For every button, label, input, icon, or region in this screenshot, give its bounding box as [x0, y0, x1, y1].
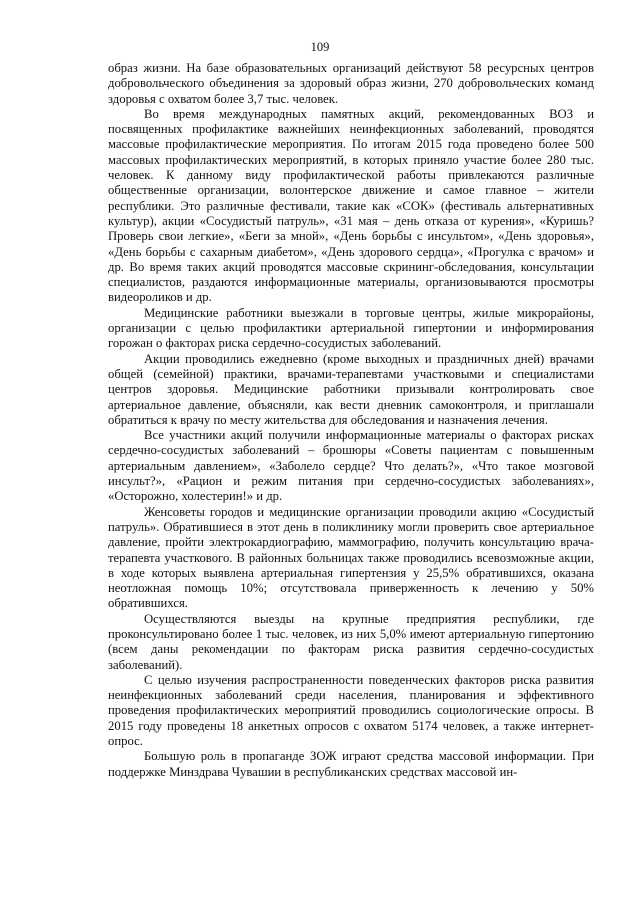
paragraph-surveys: С целью изучения распространенности поведенческих факторов риска развития неинфекционных заболеваний среди населения, планирования и эффективного проведения профилактических мероприятий проводились социологические опросы. В 2015 году проведены 18 анкетных опросов с охватом 5174 человек, а также интернет-опрос.: [108, 672, 594, 749]
paragraph-mass-media: Большую роль в пропаганде ЗОЖ играют средства массовой информации. При поддержке Минздрава Чувашии в республиканских средствах массовой ин-: [108, 749, 594, 779]
paragraph-enterprise-visits: Осуществляются выезды на крупные предприятия республики, где проконсультировано более 1 тыс. человек, из них 5,0% имеют артериальную гипертонию (всем даны рекомендации по факторам риска развития сердечно-сосудистых заболеваний).: [108, 611, 594, 672]
body-text: [108, 61, 594, 780]
page-number: 109: [310, 40, 330, 54]
paragraph-information-materials: Все участники акций получили информационные материалы о факторах рисках сердечно-сосудистых заболеваний – брошюры «Советы пациентам с повышенным артериальным давлением», «Заболело сердце? Что делать?», «Что такое мозговой инсульт?», «Рацион и режим питания при сердечно-сосудистых заболеваниях», «Осторожно, холестерин!» и др.: [108, 428, 594, 504]
paragraph-medical-outreach: Медицинские работники выезжали в торговые центры, жилые микрорайоны, организации с целью профилактики артериальной гипертонии и информирования горожан о факторах риска сердечно-сосудистых заболеваний.: [108, 305, 594, 351]
paragraph-who-campaigns: Во время международных памятных акций, рекомендованных ВОЗ и посвященных профилактике важнейших неинфекционных заболеваний, проводятся массовые профилактические мероприятия. По итогам 2015 года проведено более 500 массовых профилактических мероприятий, в которых приняло участие более 280 тыс. человек. К данному виду профилактической работы привлекаются различные общественные организации, волонтерское движение и самое главное – жители республики. Это различные фестивали, такие как «СОК» (фестиваль альтернативных культур), акции «Сосудистый патруль», «31 мая – день отказа от курения», «Куришь? Проверь свои легкие», «Беги за мной», «День борьбы с инсультом», «День здоровья», «День борьбы с сахарным диабетом», «День здорового сердца», «Прогулка с врачом» и др. Во время таких акций проводятся массовые скрининг-обследования, консультации специалистов, раздаются информационные материалы, организовываются просмотры видеороликов и др.: [108, 106, 594, 305]
paragraph-continuation: образ жизни. На базе образовательных организаций действуют 58 ресурсных центров добровольческого объединения за здоровый образ жизни, 270 добровольческих команд здоровья с охватом более 3,7 тыс. человек.: [108, 61, 594, 106]
paragraph-vascular-patrol: Женсоветы городов и медицинские организации проводили акцию «Сосудистый патруль». Обратившиеся в этот день в поликлинику могли проверить свое артериальное давление, пройти электрокардиографию, маммографию, получить консультацию врача-терапевта участкового. В районных больницах также проводились всевозможные акции, в ходе которых выявлена артериальная гипертензия у 25,5% обратившихся, оказана неотложная помощь 10%; отсутствовала приверженность к лечению у 50% обратившихся.: [108, 504, 594, 611]
paragraph-daily-actions: Акции проводились ежедневно (кроме выходных и праздничных дней) врачами общей (семейной) практики, врачами-терапевтами участковыми и специалистами центров здоровья. Медицинские работники призывали контролировать свое артериальное давление, объясняли, как вести дневник самоконтроля, и приглашали обратиться к врачу по месту жительства для обследования и назначения лечения.: [108, 351, 594, 427]
